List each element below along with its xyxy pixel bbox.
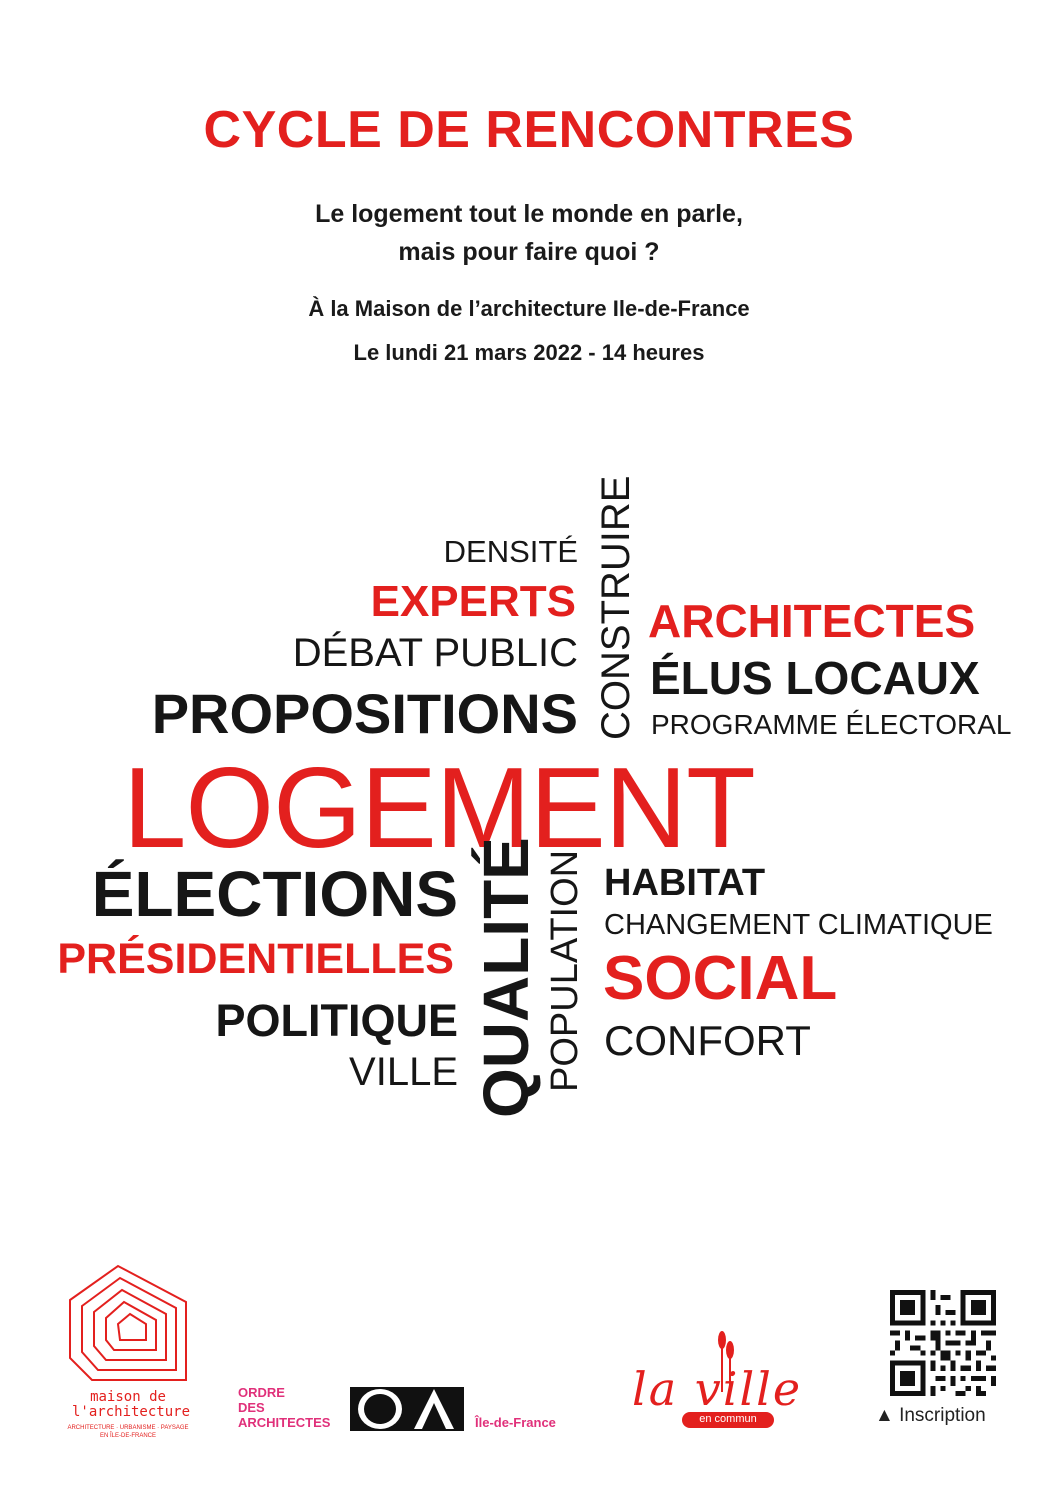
ordre-logo-line-3: ARCHITECTES xyxy=(238,1415,331,1430)
word-experts: EXPERTS xyxy=(370,577,576,626)
qr-code-icon[interactable] xyxy=(890,1290,996,1396)
word-logement: LOGEMENT xyxy=(123,745,755,872)
word-densite: DENSITÉ xyxy=(443,534,578,569)
word-debat-public: DÉBAT PUBLIC xyxy=(292,631,578,675)
la-ville-en-commun-logo xyxy=(630,1328,803,1432)
maison-house-icon xyxy=(62,1262,192,1392)
word-confort: CONFORT xyxy=(604,1017,811,1064)
ordre-architectes-logo xyxy=(238,1385,583,1435)
ordre-logo-region: Île-de-France xyxy=(475,1415,556,1430)
ordre-logo-line-1: ORDRE xyxy=(238,1385,285,1400)
word-elections: ÉLECTIONS xyxy=(91,858,458,930)
inscription-link[interactable]: ▲ Inscription xyxy=(875,1405,986,1426)
word-social: SOCIAL xyxy=(603,944,838,1013)
word-elus-locaux: ÉLUS LOCAUX xyxy=(650,652,980,704)
word-population: POPULATION xyxy=(544,849,586,1092)
maison-logo-tagline-2: EN ÎLE-DE-FRANCE xyxy=(99,1433,156,1439)
word-qualite: QUALITÉ xyxy=(470,837,542,1118)
word-architectes: ARCHITECTES xyxy=(648,595,976,647)
maison-architecture-logo xyxy=(58,1262,198,1442)
word-changement-climatique: CHANGEMENT CLIMATIQUE xyxy=(604,909,993,941)
maison-logo-line-2: l'architecture xyxy=(72,1404,191,1420)
venue: À la Maison de l’architecture Ile-de-France xyxy=(308,296,750,321)
word-presidentielles: PRÉSIDENTIELLES xyxy=(57,935,454,983)
ville-logo-name: la ville xyxy=(632,1362,803,1416)
subtitle-line-2: mais pour faire quoi ? xyxy=(398,238,660,266)
event-date: Le lundi 21 mars 2022 - 14 heures xyxy=(353,340,705,365)
maison-logo-tagline-1: ARCHITECTURE · URBANISME · PAYSAGE xyxy=(67,1425,189,1431)
word-construire: CONSTRUIRE xyxy=(594,475,638,740)
subtitle-line-1: Le logement tout le monde en parle, xyxy=(315,200,743,228)
subtitle xyxy=(0,195,1058,271)
ordre-oa-icon xyxy=(350,1387,464,1431)
ordre-logo-line-2: DES xyxy=(238,1400,265,1415)
maison-logo-line-1: maison de xyxy=(90,1389,166,1405)
page-title: CYCLE DE RENCONTRES xyxy=(203,101,855,159)
word-programme-electoral: PROGRAMME ÉLECTORAL xyxy=(651,709,1012,740)
word-ville: VILLE xyxy=(349,1050,458,1094)
word-politique: POLITIQUE xyxy=(215,995,458,1046)
word-habitat: HABITAT xyxy=(604,862,766,904)
word-propositions: PROPOSITIONS xyxy=(151,682,578,745)
ville-logo-badge: en commun xyxy=(699,1413,757,1425)
